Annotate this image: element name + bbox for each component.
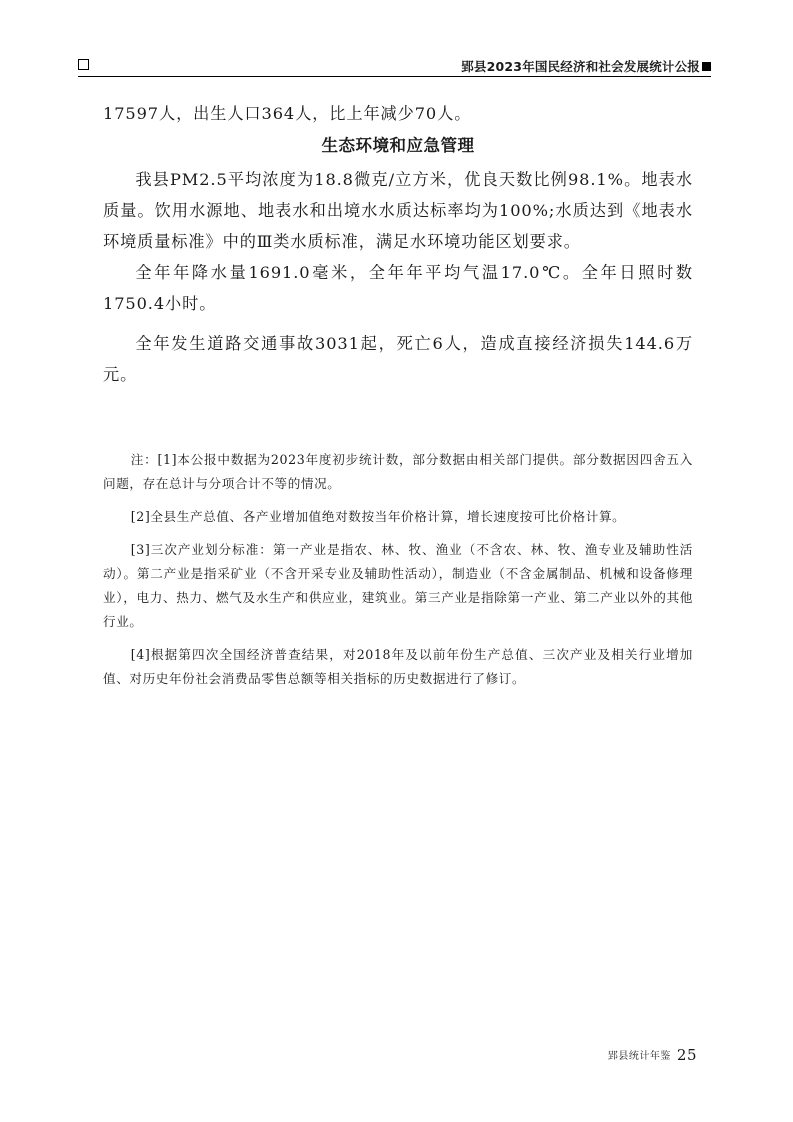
- note-4: [4]根据第四次全国经济普查结果，对2018年及以前年份生产总值、三次产业及相关行业增加值、对历史年份社会消费品零售总额等相关指标的历史数据进行了修订。: [103, 647, 693, 686]
- header-title: 郢县2023年国民经济和社会发展统计公报: [461, 59, 700, 74]
- footnotes: [103, 448, 693, 700]
- running-header: [78, 56, 711, 77]
- page-number: 25: [676, 1046, 697, 1064]
- section-title: 生态环境和应急管理: [321, 136, 475, 155]
- paragraph-traffic: 全年发生道路交通事故3031起，死亡6人，造成直接经济损失144.6万元。: [103, 334, 693, 384]
- paragraph-environment: 我县PM2.5平均浓度为18.8微克/立方米，优良天数比例98.1%。地表水质量。饮用水源地、地表水和出境水水质达标率均为100%;水质达到《地表水环境质量标准》中的Ⅲ类水质标准，满足水环境功能区划要求。: [103, 170, 693, 251]
- note-3: [3]三次产业划分标准：第一产业是指农、林、牧、渔业（不含农、林、牧、渔专业及辅助性活动）。第二产业是指采矿业（不含开采专业及辅助性活动），制造业（不含金属制品、机械和设备修理业），电力、热力、燃气及水生产和供应业，建筑业。第三产业是指除第一产业、第二产业以外的其他行业。: [103, 542, 693, 629]
- note-1: 注：[1]本公报中数据为2023年度初步统计数，部分数据由相关部门提供。部分数据因四舍五入问题，存在总计与分项合计不等的情况。: [103, 452, 693, 491]
- footer-book-title: 郢县统计年鉴: [607, 1051, 671, 1062]
- header-title-wrap: [461, 57, 711, 75]
- paragraph-climate: 全年年降水量1691.0毫米，全年年平均气温17.0℃。全年日照时数1750.4小时。: [103, 263, 693, 313]
- header-square-filled-icon: [702, 62, 711, 71]
- body-text: [103, 98, 693, 390]
- header-square-outline-icon: [78, 59, 89, 70]
- continuation-paragraph: 17597人，出生人口364人，比上年减少70人。: [103, 104, 472, 123]
- page-footer: [608, 1046, 697, 1064]
- note-2: [2]全县生产总值、各产业增加值绝对数按当年价格计算，增长速度按可比价格计算。: [130, 509, 626, 524]
